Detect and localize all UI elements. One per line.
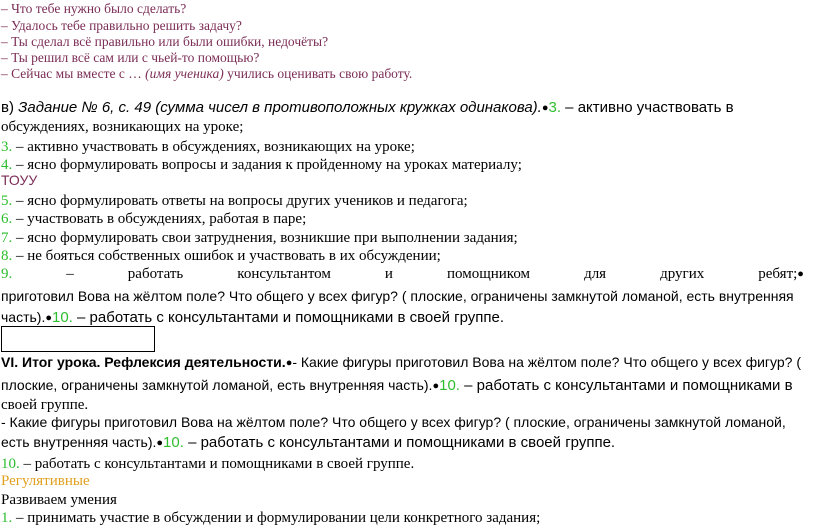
repeat-text-cont: есть внутренняя часть).●10. – работать с консультантами и помощниками в своей группе. bbox=[1, 434, 616, 451]
list-item: 7. – ясно формулировать свои затруднения, возникшие при выполнении задания; bbox=[1, 230, 518, 246]
list-item: 1. – принимать участие в обсуждении и формулировании цели конкретного задания; bbox=[1, 510, 541, 526]
bullet-icon: ● bbox=[45, 312, 52, 324]
question-2: – Удалось тебе правильно решить задачу? bbox=[1, 18, 242, 33]
question-1: – Что тебе нужно было сделать? bbox=[1, 1, 187, 16]
figures-text-cont: часть).●10. – работать с консультантами и помощниками в своей группе. bbox=[1, 309, 505, 326]
touu-label: ТОУУ bbox=[1, 172, 38, 188]
question-3: – Ты сделал всё правильно или были ошибки, недочёты? bbox=[1, 34, 329, 49]
task-heading: в) Задание № 6, с. 49 (сумма чисел в противоположных кружках одинакова).●3. – активно участвовать в bbox=[1, 99, 734, 116]
task-text-cont: обсуждениях, возникающих на уроке; bbox=[1, 119, 244, 135]
bullet-icon: ● bbox=[285, 357, 293, 369]
question-5: – Сейчас мы вместе с … (имя ученика) учились оценивать свою работу. bbox=[1, 66, 413, 81]
list-item-justified: 9. – работать консультантом и помощником для других ребят;● bbox=[1, 266, 804, 282]
empty-textbox[interactable] bbox=[1, 326, 155, 352]
bullet-icon: ● bbox=[797, 268, 804, 280]
regulative-label: Регулятивные bbox=[1, 473, 90, 489]
section-text: плоские, ограничены замкнутой ломаной, есть внутренняя часть).●10. – работать с консультантами и помощниками в bbox=[1, 377, 793, 394]
bullet-icon: ● bbox=[432, 380, 440, 392]
bullet-icon: ● bbox=[541, 102, 549, 114]
list-item: 10. – работать с консультантами и помощниками в своей группе. bbox=[1, 456, 415, 472]
develop-label: Развиваем умения bbox=[1, 492, 117, 508]
figures-text: приготовил Вова на жёлтом поле? Что общего у всех фигур? ( плоские, ограничены замкнутой ломаной, есть внутренняя bbox=[1, 288, 794, 304]
list-item: 3. – активно участвовать в обсуждениях, возникающих на уроке; bbox=[1, 139, 415, 155]
section-text-cont: своей группе. bbox=[1, 397, 89, 413]
repeat-text: - Какие фигуры приготовил Вова на жёлтом поле? Что общего у всех фигур? ( плоские, ограничены замкнутой ломаной, bbox=[1, 414, 786, 430]
list-item: 8. – не бояться собственных ошибок и участвовать в их обсуждении; bbox=[1, 248, 441, 264]
list-item: 5. – ясно формулировать ответы на вопросы других учеников и педагога; bbox=[1, 193, 468, 209]
question-4: – Ты решил всё сам или с чьей-то помощью? bbox=[1, 50, 260, 65]
list-item: 6. – участвовать в обсуждениях, работая в паре; bbox=[1, 211, 307, 227]
list-item: 4. – ясно формулировать вопросы и задания к пройденному на уроках материалу; bbox=[1, 157, 522, 173]
bullet-icon: ● bbox=[156, 437, 164, 449]
section-heading: VI. Итог урока. Рефлексия деятельности.●- Какие фигуры приготовил Вова на жёлтом поле? Что общего у всех фигур? ( bbox=[1, 354, 801, 370]
